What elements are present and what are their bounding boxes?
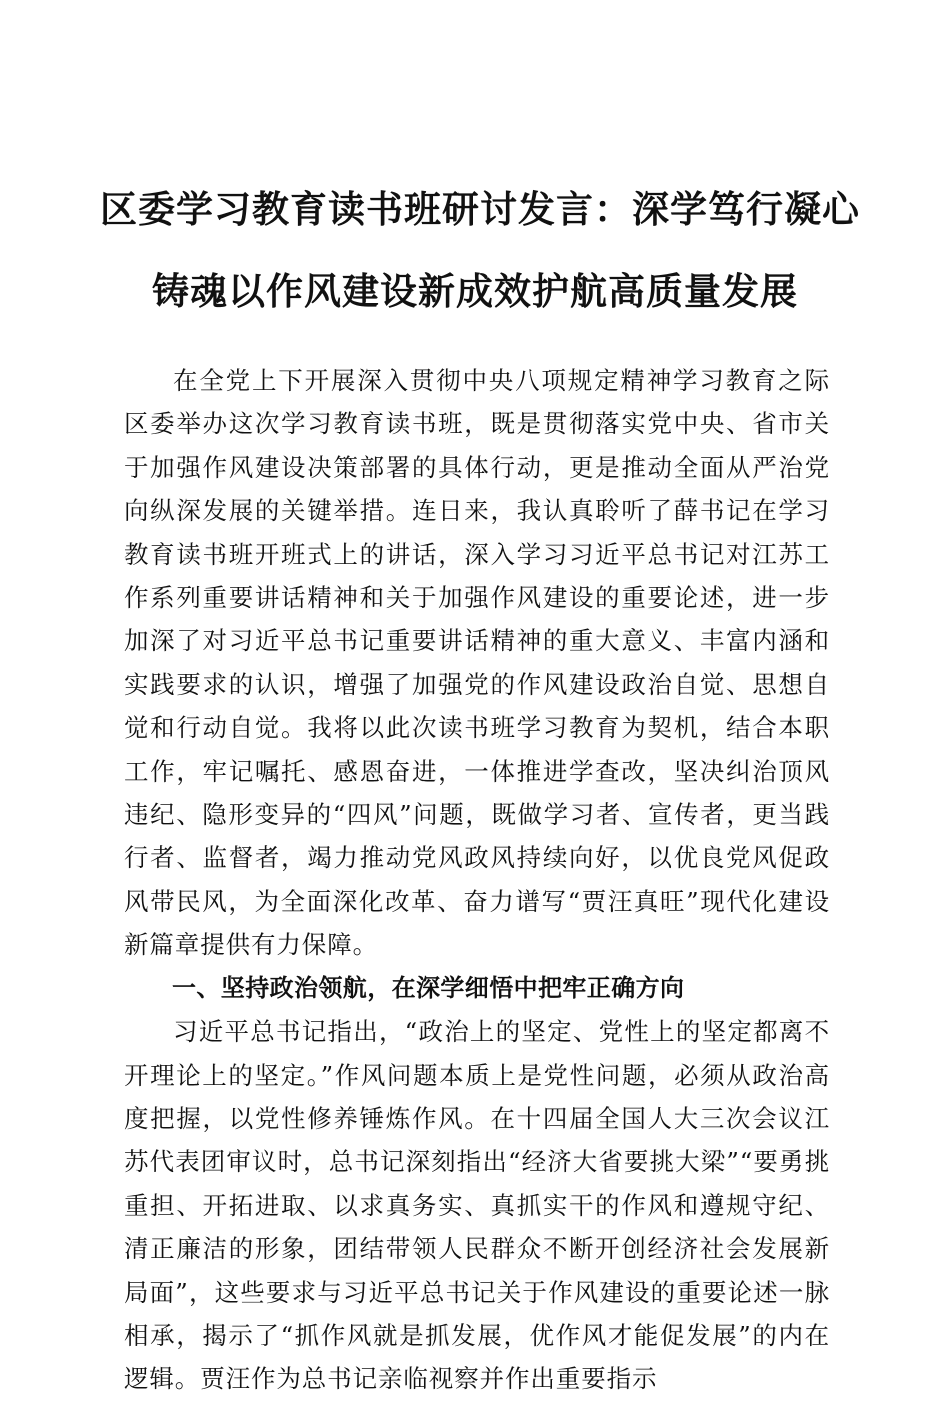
title-line-1: 区委学习教育读书班研讨发言：深学笃行凝心 [100,187,860,231]
document-title [100,168,860,332]
title-line-2: 铸魂以作风建设新成效护航高质量发展 [152,269,798,313]
document-body [124,359,830,1401]
paragraph-intro: 在全党上下开展深入贯彻中央八项规定精神学习教育之际区委举办这次学习教育读书班，既是贯彻落实党中央、省市关于加强作风建设决策部署的具体行动，更是推动全面从严治党向纵深发展的关键举措。连日来，我认真聆听了薛书记在学习教育读书班开班式上的讲话，深入学习习近平总书记对江苏工作系列重要讲话精神和关于加强作风建设的重要论述，进一步加深了对习近平总书记重要讲话精神的重大意义、丰富内涵和实践要求的认识，增强了加强党的作风建设政治自觉、思想自觉和行动自觉。我将以此次读书班学习教育为契机，结合本职工作，牢记嘱托、感恩奋进，一体推进学查改，坚决纠治顶风违纪、隐形变异的“四风”问题，既做学习者、宣传者，更当践行者、监督者，竭力推动党风政风持续向好，以优良党风促政风带民风，为全面深化改革、奋力谱写“贾汪真旺”现代化建设新篇章提供有力保障。 [124,366,830,960]
section-heading-1: 一、坚持政治领航，在深学细悟中把牢正确方向 [172,973,685,1002]
paragraph-section-1: 习近平总书记指出，“政治上的坚定、党性上的坚定都离不开理论上的坚定。”作风问题本质上是党性问题，必须从政治高度把握，以党性修养锤炼作风。在十四届全国人大三次会议江苏代表团审议时，总书记深刻指出“经济大省要挑大梁”“要勇挑重担、开拓进取、以求真务实、真抓实干的作风和遵规守纪、清正廉洁的形象，团结带领人民群众不断开创经济社会发展新局面”，这些要求与习近平总书记关于作风建设的重要论述一脉相承，揭示了“抓作风就是抓发展，优作风才能促发展”的内在逻辑。贾汪作为总书记亲临视察并作出重要指示 [124,1017,830,1394]
